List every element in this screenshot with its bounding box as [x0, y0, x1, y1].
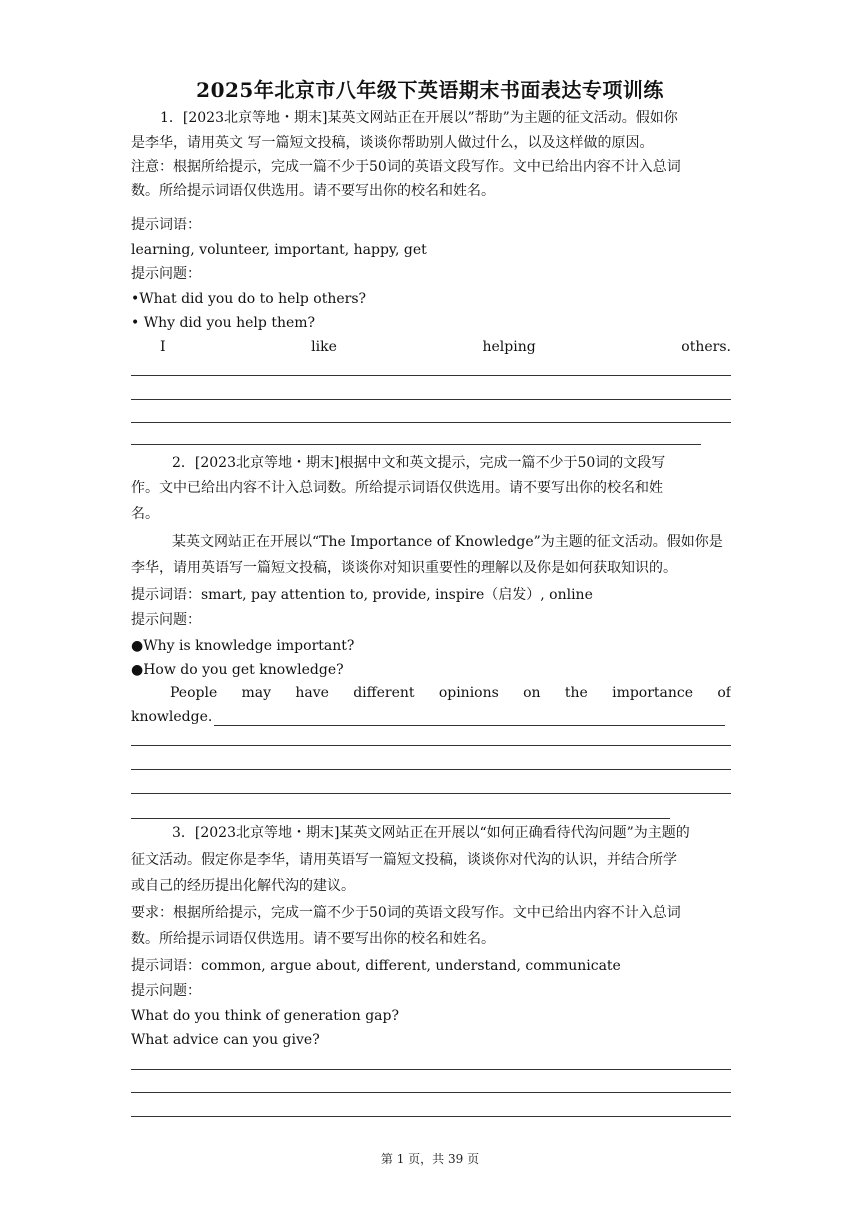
answer-line: [131, 444, 701, 445]
q1-start-word: like: [311, 339, 337, 355]
q3-questions-label: 提示问题：: [131, 983, 201, 999]
q3-line1: 3．[2023北京等地・期末]某英文网站正在开展以“如何正确看待代沟问题”为主题的: [172, 825, 690, 841]
answer-line: [131, 769, 731, 770]
q2-start-word: may: [241, 685, 272, 701]
answer-line: [131, 375, 731, 376]
q2-para1: 某英文网站正在开展以“The Importance of Knowledge”为主题的征文活动。假如你是: [172, 534, 723, 550]
answer-line: [131, 793, 731, 794]
q3-line2: 征文活动。假定你是李华，请用英语写一篇短文投稿，谈谈你对代沟的认识，并结合所学: [131, 852, 677, 868]
q1-line1: 1．[2023北京等地・期末]某英文网站正在开展以”帮助”为主题的征文活动。假如你: [160, 110, 678, 126]
q1-start-word: helping: [482, 339, 536, 355]
q1-start-word: I: [160, 339, 166, 355]
q2-para2: 李华，请用英语写一篇短文投稿，谈谈你对知识重要性的理解以及你是如何获取知识的。: [131, 560, 677, 576]
q2-start-word: importance: [612, 685, 694, 701]
q2-start-word: People: [170, 685, 218, 701]
answer-line: [131, 422, 731, 423]
q2-start-end-line: [131, 708, 725, 726]
q1-start-word: others.: [681, 339, 731, 355]
q2-start-word: different: [353, 685, 415, 701]
q1-line2: 是李华，请用英文 写一篇短文投稿，谈谈你帮助别人做过什么，以及这样做的原因。: [131, 135, 654, 151]
q2-start-word: have: [295, 685, 329, 701]
q2-start-sentence: [170, 684, 731, 702]
page-title: 2025年北京市八年级下英语期末书面表达专项训练: [196, 78, 664, 102]
q1-note2: 数。所给提示词语仅供选用。请不要写出你的校名和姓名。: [131, 183, 495, 199]
q2-start-word: on: [523, 685, 541, 701]
q1-words: learning, volunteer, important, happy, get: [131, 242, 427, 258]
answer-line: [131, 1069, 731, 1070]
q2-questions-label: 提示问题：: [131, 612, 201, 628]
q2-words: 提示词语：smart, pay attention to, provide, inspire（启发）, online: [131, 587, 593, 603]
q1-note1: 注意：根据所给提示，完成一篇不少于50词的英语文段写作。文中已给出内容不计入总词: [131, 159, 681, 175]
q2-line3: 名。: [131, 506, 159, 522]
answer-line: [131, 1116, 731, 1117]
q2-question1: ●Why is knowledge important?: [131, 638, 355, 654]
q3-line3: 或自己的经历提出化解代沟的建议。: [131, 878, 355, 894]
answer-line: [131, 399, 731, 400]
q2-start-end: knowledge.: [131, 709, 213, 725]
q3-req2: 数。所给提示词语仅供选用。请不要写出你的校名和姓名。: [131, 931, 495, 947]
q2-line2: 作。文中已给出内容不计入总词数。所给提示词语仅供选用。请不要写出你的校名和姓: [131, 480, 663, 496]
q3-question1: What do you think of generation gap?: [131, 1008, 399, 1024]
q1-question2: • Why did you help them?: [131, 315, 316, 331]
q2-start-word: of: [717, 685, 731, 701]
q1-question1: •What did you do to help others?: [131, 291, 367, 307]
q2-question2: ●How do you get knowledge?: [131, 662, 344, 678]
answer-line: [131, 818, 670, 819]
answer-line: [214, 712, 725, 726]
q3-words: 提示词语：common, argue about, different, understand, communicate: [131, 958, 621, 974]
q3-req1: 要求：根据所给提示，完成一篇不少于50词的英语文段写作。文中已给出内容不计入总词: [131, 905, 681, 921]
answer-line: [131, 1092, 731, 1093]
answer-line: [131, 745, 731, 746]
q2-start-word: the: [564, 685, 588, 701]
q3-question2: What advice can you give?: [131, 1032, 320, 1048]
q1-questions-label: 提示问题：: [131, 266, 201, 282]
q2-start-word: opinions: [438, 685, 499, 701]
q1-start-sentence: [160, 338, 731, 356]
q1-words-label: 提示词语：: [131, 217, 201, 233]
page-footer: 第 1 页，共 39 页: [380, 1152, 480, 1166]
q2-line1: 2．[2023北京等地・期末]根据中文和英文提示，完成一篇不少于50词的文段写: [172, 455, 666, 471]
